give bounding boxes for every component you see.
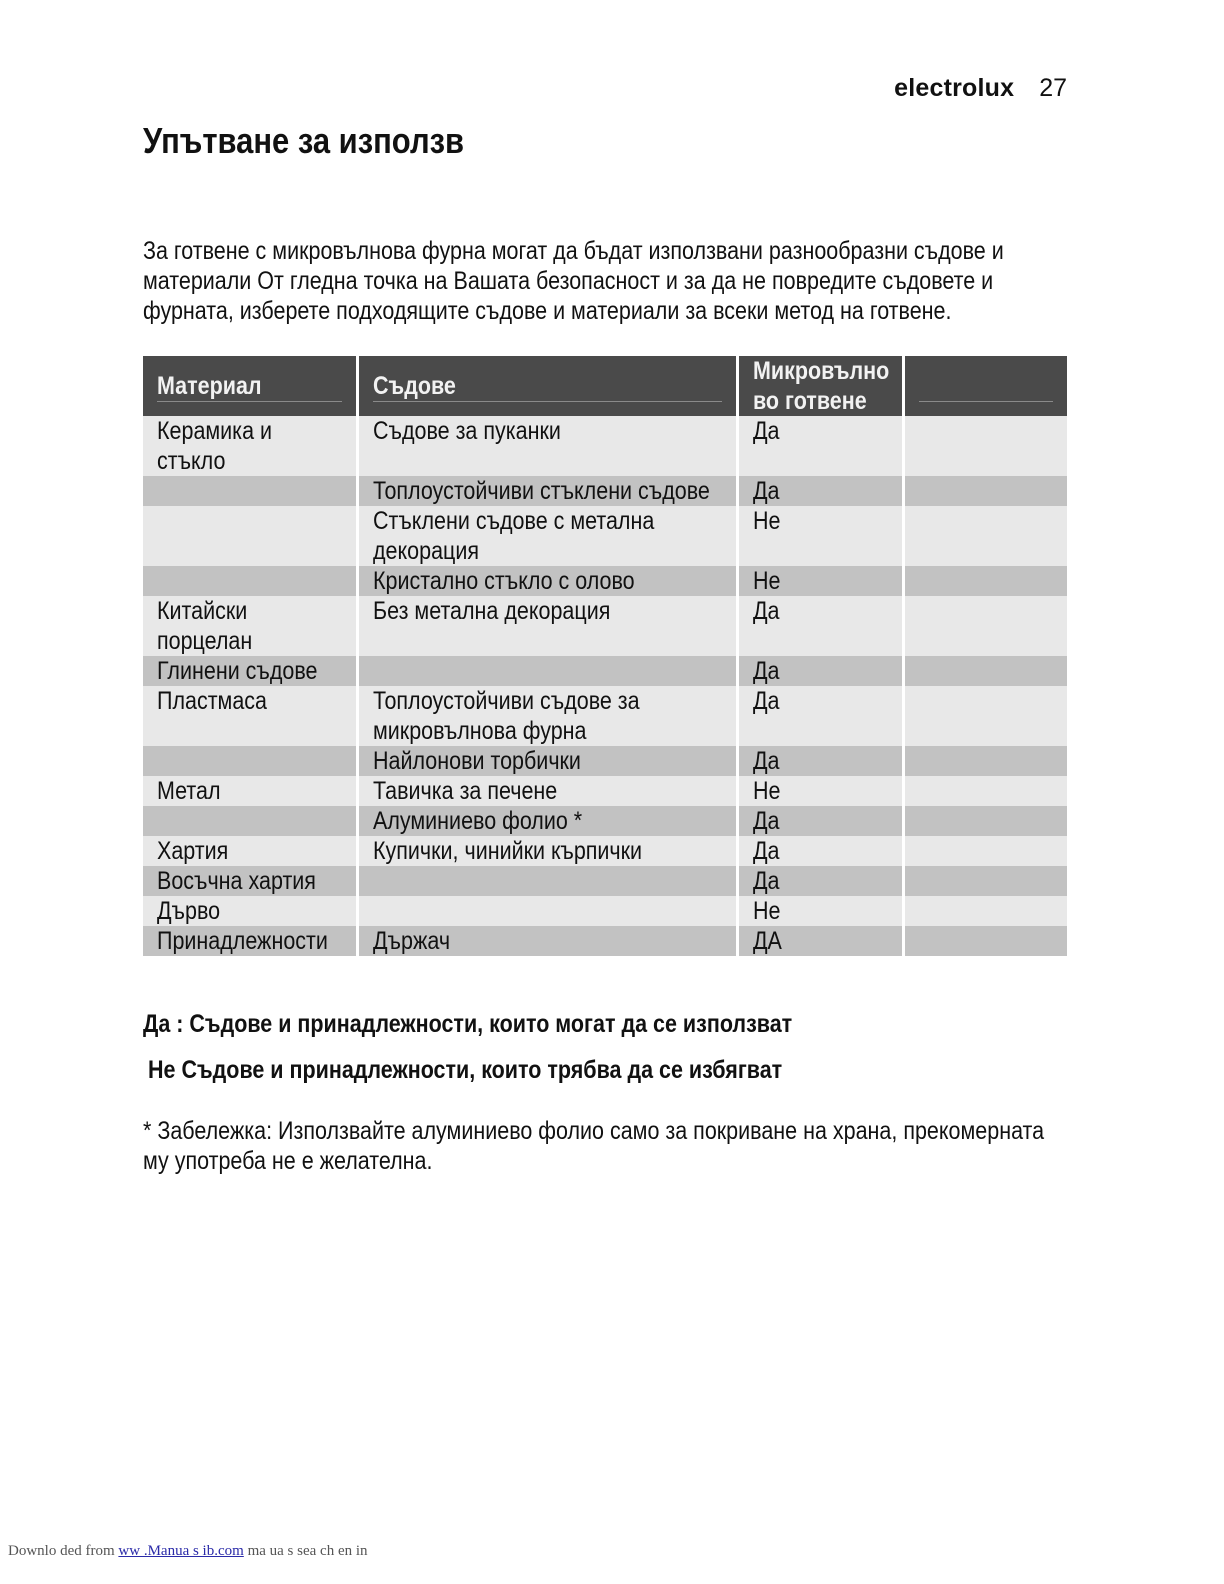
cell-material [143,596,357,656]
cell-material-text: Китайски [157,597,248,625]
cell-dish [357,476,737,506]
cell-extra [903,656,1067,686]
table-row [143,476,1067,506]
cell-material-text: Метал [157,777,221,805]
footnote-line: * Забележка: Използвайте алуминиево фолио само за покриване на храна, прекомерната [143,1117,1045,1145]
cell-dish-text: Топлоустойчиви стъклени съдове [372,477,710,505]
table-row [143,896,1067,926]
cell-microwave [737,596,903,656]
cell-material-text: Керамика и [157,417,273,445]
cell-microwave [737,896,903,926]
cell-material-text: порцелан [157,627,253,655]
cell-material [143,506,357,566]
cell-material [143,746,357,776]
cell-microwave-text: Да [752,477,780,505]
cell-material [143,896,357,926]
cell-extra [903,416,1067,476]
cookware-table [143,356,1067,956]
cell-material-text: Глинени съдове [157,657,318,685]
table-row [143,416,1067,476]
cell-microwave-text: Не [752,777,780,805]
cell-dish-text: Без метална декорация [372,597,610,625]
cell-microwave-text: Да [752,417,780,445]
intro-paragraph [143,236,1203,326]
cell-extra [903,926,1067,956]
cell-microwave [737,926,903,956]
header-extra [903,356,1067,416]
cell-dish [357,596,737,656]
cell-material [143,476,357,506]
cell-material-text: Хартия [157,837,229,865]
table-header-row [143,356,1067,416]
cell-extra [903,806,1067,836]
cell-material-text: Восъчна хартия [157,867,316,895]
legend-yes: Да : Съдове и принадлежности, които могат да се използват [143,1010,793,1038]
footer-link[interactable]: ww .Manua s ib.com [118,1543,244,1559]
cell-dish [357,896,737,926]
cell-dish [357,836,737,866]
header-dishes: Съдове [357,356,737,416]
cell-material-text: Принадлежности [157,927,328,955]
table-row [143,776,1067,806]
cell-dish [357,866,737,896]
cell-microwave [737,656,903,686]
table-row [143,806,1067,836]
cell-extra [903,686,1067,746]
cell-extra [903,566,1067,596]
cell-dish [357,686,737,746]
cell-dish-text: декорация [372,537,479,565]
cell-microwave-text: Не [752,507,780,535]
page-header [894,74,1067,103]
table-row [143,656,1067,686]
intro-line: фурната, изберете подходящите съдове и материали за всеки метод на готвене. [143,297,952,325]
header-material: Материал [143,356,357,416]
cell-microwave-text: Да [752,807,780,835]
cell-dish-text: Стъклени съдове с метална [372,507,654,535]
intro-line: За готвене с микровълнова фурна могат да бъдат използвани разнообразни съдове и [143,237,1004,265]
intro-line: материали От гледна точка на Вашата безопасност и за да не повредите съдовете и [143,267,994,295]
cell-microwave-text: Да [752,657,780,685]
cell-dish [357,746,737,776]
cell-dish [357,506,737,566]
cell-microwave-text: Да [752,687,780,715]
cell-microwave [737,866,903,896]
cell-microwave [737,806,903,836]
cell-extra [903,836,1067,866]
cell-dish [357,806,737,836]
cell-material-text: Пластмаса [157,687,267,715]
cell-microwave-text: Не [752,897,780,925]
cell-microwave [737,836,903,866]
cell-microwave [737,566,903,596]
cell-extra [903,506,1067,566]
cell-microwave-text: Да [752,597,780,625]
cell-material [143,806,357,836]
table-row [143,686,1067,746]
legend-no: Не Съдове и принадлежности, които трябва да се избягват [148,1056,783,1084]
cell-material [143,836,357,866]
cell-dish-text: микровълнова фурна [372,717,586,745]
cell-microwave-text: Да [752,837,780,865]
footnote-line: му употреба не е желателна. [143,1147,433,1175]
cell-extra [903,596,1067,656]
cell-dish-text: Купички, чинийки кърпички [372,837,642,865]
cell-microwave [737,746,903,776]
cell-dish-text: Топлоустойчиви съдове за [372,687,640,715]
cell-microwave [737,416,903,476]
cell-extra [903,896,1067,926]
brand-logo-text: electrolux [894,74,1015,102]
cell-dish-text: Съдове за пуканки [372,417,561,445]
cell-material [143,656,357,686]
cell-dish [357,926,737,956]
cell-dish-text: Кристално стъкло с олово [372,567,635,595]
cell-microwave [737,506,903,566]
table-row [143,746,1067,776]
table-row [143,836,1067,866]
cell-dish-text: Найлонови торбички [372,747,581,775]
cell-microwave [737,776,903,806]
cell-material [143,416,357,476]
cell-material [143,926,357,956]
cell-dish [357,566,737,596]
cell-extra [903,746,1067,776]
cell-material [143,866,357,896]
footnote [143,1116,1203,1176]
cell-extra [903,866,1067,896]
cell-dish-text: Алуминиево фолио * [372,807,582,835]
page-title: Упътване за използв [143,120,465,161]
page-number: 27 [1039,74,1067,102]
cell-material-text: стъкло [157,447,226,475]
table-row [143,866,1067,896]
cell-material [143,566,357,596]
table-row [143,566,1067,596]
cell-dish [357,776,737,806]
table-row [143,596,1067,656]
cell-microwave-text: Да [752,867,780,895]
download-footer [8,1543,368,1560]
cell-microwave-text: ДА [752,927,782,955]
cell-material [143,686,357,746]
cell-microwave [737,686,903,746]
cell-extra [903,476,1067,506]
cell-extra [903,776,1067,806]
table-row [143,926,1067,956]
cell-dish [357,656,737,686]
table-row [143,506,1067,566]
footer-suffix: ma ua s sea ch en in [243,1543,368,1559]
cell-material [143,776,357,806]
cell-microwave [737,476,903,506]
header-microwave: Микровълно во готвене [737,356,903,416]
footer-prefix: Downlo ded from [8,1543,119,1559]
cell-microwave-text: Да [752,747,780,775]
cell-dish-text: Тавичка за печене [372,777,557,805]
cell-material-text: Дърво [157,897,221,925]
cell-dish [357,416,737,476]
cell-dish-text: Държач [372,927,450,955]
cell-microwave-text: Не [752,567,780,595]
